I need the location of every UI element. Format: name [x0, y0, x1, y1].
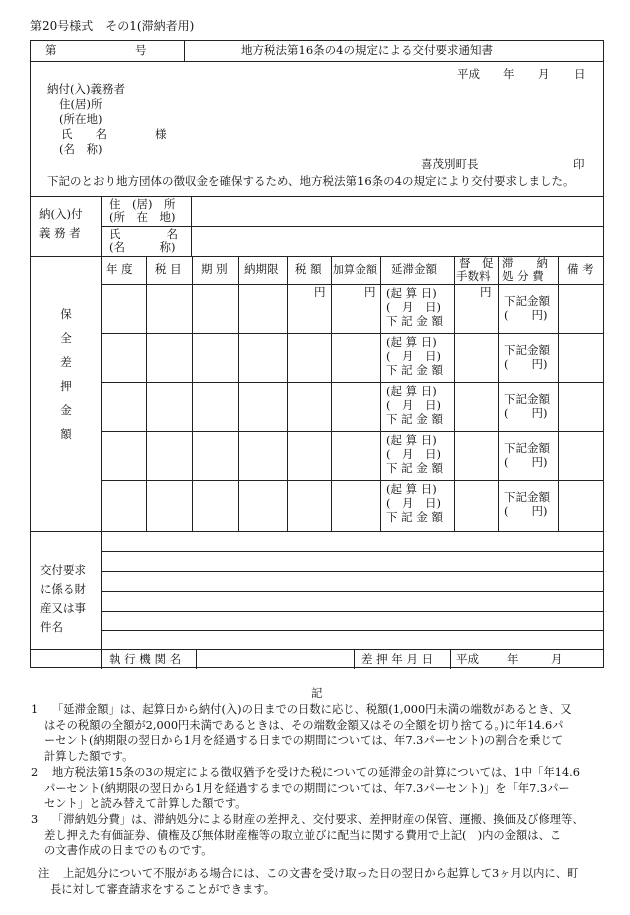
disposal-cell: 下記金額 ( 円) [504, 294, 550, 322]
delay-cell: (起 算 日) ( 月 日) 下 記 金 額 [386, 482, 443, 524]
rule [184, 41, 185, 61]
rule [101, 551, 603, 552]
col-due-date: 納期限 [244, 262, 279, 276]
date-day: 日 [574, 67, 586, 81]
seizure-month: 月 [551, 652, 563, 666]
disposal-cell: 下記金額 ( 円) [504, 490, 550, 518]
rule [146, 256, 147, 531]
rule [101, 382, 603, 383]
date-month: 月 [538, 67, 550, 81]
rule [101, 591, 603, 592]
rule [31, 61, 603, 62]
disposal-cell: 下記金額 ( 円) [504, 343, 550, 371]
seal-mark: 印 [573, 157, 585, 171]
rule [450, 649, 451, 669]
unit-tax: 円 [314, 285, 326, 299]
obligor-address-2: (所 在 地) [109, 210, 176, 224]
side-label-amounts: 保 全 差 押 金 額 [60, 307, 72, 441]
obligor-name-1: 氏 名 [109, 227, 178, 241]
rule [498, 256, 499, 531]
col-delay-charge: 延滞金額 [391, 262, 437, 276]
col-tax-item: 税 目 [155, 262, 182, 276]
seizure-era: 平成 [456, 652, 479, 666]
rule [331, 256, 332, 531]
rule [31, 531, 603, 532]
date-era: 平成 [457, 67, 480, 81]
notes-heading: 記 [311, 686, 323, 700]
col-fee-2: 手数料 [456, 269, 491, 283]
col-year: 年 度 [106, 262, 133, 276]
obligor-name-2: (名 称) [109, 240, 176, 254]
taxpayer-role: 納付(入)義務者 [47, 82, 125, 96]
col-tax-amount: 税 額 [295, 262, 322, 276]
col-fee-1: 督 促 [459, 256, 494, 270]
delay-cell: (起 算 日) ( 月 日) 下 記 金 額 [386, 384, 443, 426]
obligor-address-1: 住 (居) 所 [109, 197, 176, 211]
unit-fee: 円 [480, 285, 492, 299]
rule [101, 611, 603, 612]
taxpayer-corp-name: (名 称) [59, 142, 103, 156]
seizure-date-label: 差 押 年 月 日 [361, 652, 434, 666]
taxpayer-address: 住(居)所 [59, 97, 103, 111]
col-additional: 加算金額 [333, 263, 377, 276]
rule [101, 630, 603, 631]
rule [454, 256, 455, 531]
taxpayer-name: 氏 名 [61, 127, 107, 141]
col-period: 期 別 [201, 262, 228, 276]
obligor-label-2: 義 務 者 [39, 226, 81, 240]
form-title: 地方税法第16条の4の規定による交付要求通知書 [241, 43, 493, 57]
rule [101, 333, 603, 334]
seizure-year: 年 [507, 652, 519, 666]
rule [101, 196, 102, 669]
rule [31, 649, 603, 650]
number-label-right: 号 [135, 43, 147, 57]
col-disposal-1: 滞 納 [502, 256, 548, 270]
issuer-name: 喜茂別町長 [421, 157, 479, 171]
col-remarks: 備 考 [567, 262, 594, 276]
number-label-left: 第 [45, 43, 57, 57]
obligor-label-1: 納(入)付 [39, 207, 83, 221]
disposal-cell: 下記金額 ( 円) [504, 441, 550, 469]
rule [192, 256, 193, 531]
rule [196, 649, 197, 669]
rule [238, 256, 239, 531]
disposal-cell: 下記金額 ( 円) [504, 392, 550, 420]
form-label: 第20号様式 その1(滞納者用) [30, 19, 195, 33]
taxpayer-location: (所在地) [59, 112, 103, 126]
intro-text: 下記のとおり地方団体の徴収金を確保するため、地方税法第16条の4の規定により交付要求しました。 [47, 174, 575, 188]
rule [287, 256, 288, 531]
delay-cell: (起 算 日) ( 月 日) 下 記 金 額 [386, 433, 443, 475]
rule [380, 256, 381, 531]
form-frame [30, 40, 604, 668]
delay-cell: (起 算 日) ( 月 日) 下 記 金 額 [386, 335, 443, 377]
rule [354, 649, 355, 669]
assets-label: 交付要求 に係る財 産又は事 件名 [40, 563, 86, 634]
date-year: 年 [503, 67, 515, 81]
rule [101, 571, 603, 572]
delay-cell: (起 算 日) ( 月 日) 下 記 金 額 [386, 286, 443, 328]
unit-additional: 円 [364, 285, 376, 299]
col-disposal-2: 処 分 費 [502, 269, 544, 283]
rule [101, 431, 603, 432]
taxpayer-sama: 様 [155, 127, 167, 141]
agency-label: 執 行 機 関 名 [109, 652, 182, 666]
rule [101, 480, 603, 481]
rule [558, 256, 559, 531]
rule [101, 284, 603, 285]
